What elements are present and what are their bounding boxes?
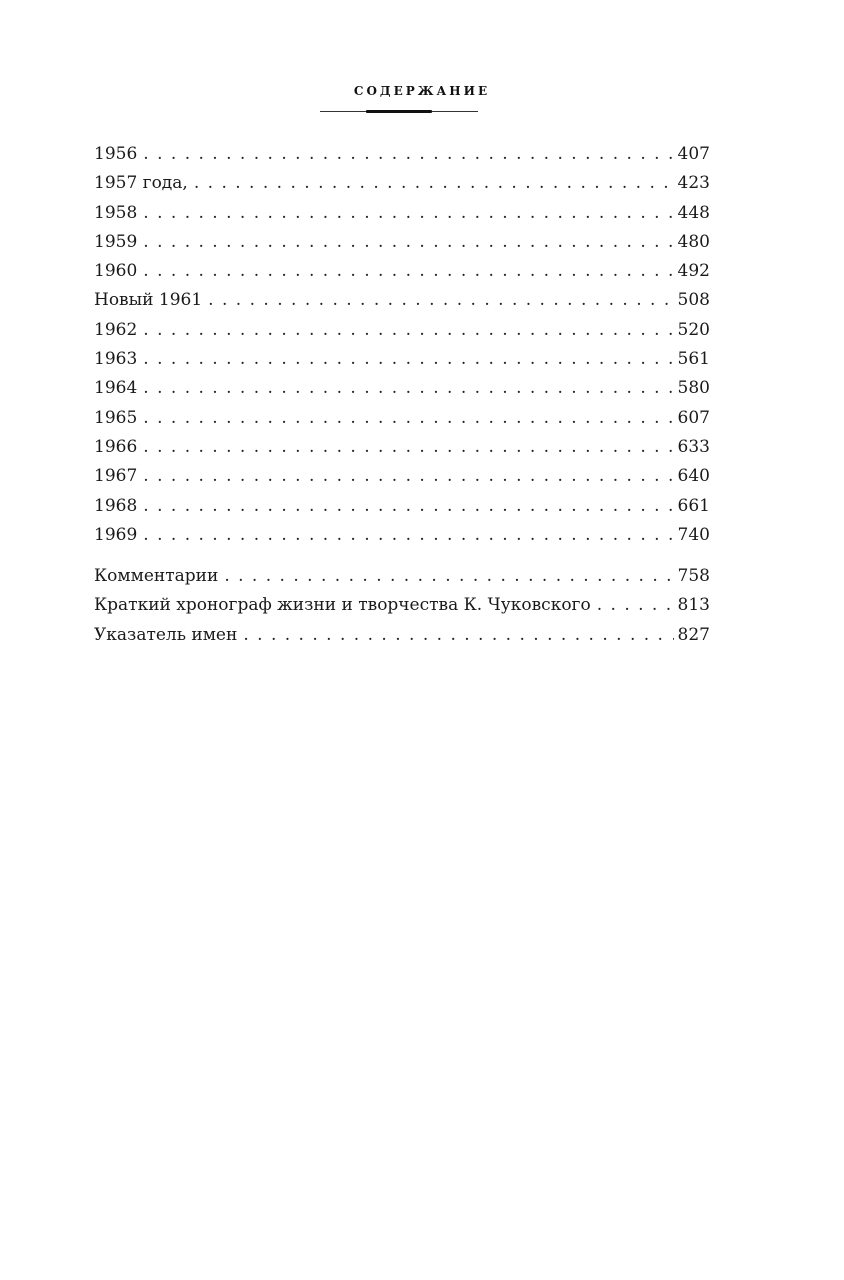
toc-entry-title: 1963	[94, 349, 138, 370]
toc-entry-page: 740	[677, 524, 710, 545]
toc-entry-page: 407	[677, 144, 710, 164]
toc-entry-title: 1966	[94, 436, 138, 457]
page-title: СОДЕРЖАНИЕ	[353, 84, 491, 98]
toc-entry[interactable]	[94, 169, 710, 198]
dot-leader	[143, 374, 673, 403]
dot-leader	[143, 433, 673, 462]
dot-leader	[143, 521, 673, 550]
toc-entry[interactable]	[94, 462, 710, 491]
dot-leader	[143, 492, 673, 521]
toc-entry-title: Указатель имен	[94, 624, 238, 645]
dot-leader	[224, 562, 673, 591]
toc-entry-title: 1957 года,	[94, 173, 188, 194]
toc-entry-page: 580	[677, 378, 710, 399]
toc-entry-title: 1959	[94, 231, 138, 252]
toc-entry[interactable]	[94, 199, 710, 228]
toc-entry[interactable]	[94, 404, 710, 433]
toc-entry[interactable]	[94, 316, 710, 345]
dot-leader	[208, 286, 673, 315]
toc-entry-title: 1956	[94, 144, 138, 164]
dot-leader	[194, 169, 674, 198]
toc-entry-title: 1969	[94, 524, 138, 545]
dot-leader	[597, 591, 674, 620]
toc-entry-title: 1967	[94, 466, 138, 487]
section-gap	[94, 550, 710, 562]
toc-entry-page: 508	[677, 290, 710, 311]
toc-entry-page: 758	[677, 566, 710, 587]
toc-entry[interactable]	[94, 140, 710, 169]
toc-entry[interactable]	[94, 521, 710, 550]
dot-leader	[143, 345, 673, 374]
toc-entry-title: 1964	[94, 378, 138, 399]
toc-entry[interactable]	[94, 621, 710, 650]
toc-entry[interactable]	[94, 345, 710, 374]
toc-entry[interactable]	[94, 257, 710, 286]
dot-leader	[143, 462, 673, 491]
toc-entry[interactable]	[94, 562, 710, 591]
dot-leader	[143, 316, 673, 345]
dot-leader	[143, 257, 673, 286]
toc-entry-page: 607	[677, 407, 710, 428]
toc-entry[interactable]	[94, 492, 710, 521]
toc-entry-title: 1968	[94, 495, 138, 516]
toc-entry-title: Краткий хронограф жизни и творчества К. Чуковского	[94, 595, 591, 616]
toc-entry-page: 480	[677, 231, 710, 252]
toc-entry-page: 492	[677, 261, 710, 282]
table-of-contents	[94, 140, 710, 650]
toc-entry-page: 520	[677, 319, 710, 340]
toc-entry[interactable]	[94, 591, 710, 620]
toc-entry-title: 1958	[94, 202, 138, 223]
dot-leader	[143, 140, 673, 169]
toc-entry-title: 1962	[94, 319, 138, 340]
toc-entry-title: Новый 1961	[94, 290, 203, 311]
dot-leader	[143, 404, 673, 433]
toc-entry-title: 1960	[94, 261, 138, 282]
toc-entry[interactable]	[94, 228, 710, 257]
toc-entry-page: 827	[677, 624, 710, 645]
dot-leader	[143, 199, 673, 228]
toc-entry-title: Комментарии	[94, 566, 219, 587]
title-ornament	[320, 109, 478, 115]
toc-entry-page: 561	[677, 349, 710, 370]
dot-leader	[143, 228, 673, 257]
dot-leader	[243, 621, 673, 650]
toc-entry-page: 813	[677, 595, 710, 616]
toc-entry[interactable]	[94, 374, 710, 403]
toc-entry-page: 661	[677, 495, 710, 516]
toc-entry[interactable]	[94, 433, 710, 462]
toc-entry-page: 633	[677, 436, 710, 457]
toc-entry-page: 423	[677, 173, 710, 194]
toc-entry[interactable]	[94, 286, 710, 315]
toc-entry-page: 640	[677, 466, 710, 487]
toc-entry-title: 1965	[94, 407, 138, 428]
toc-entry-page: 448	[677, 202, 710, 223]
